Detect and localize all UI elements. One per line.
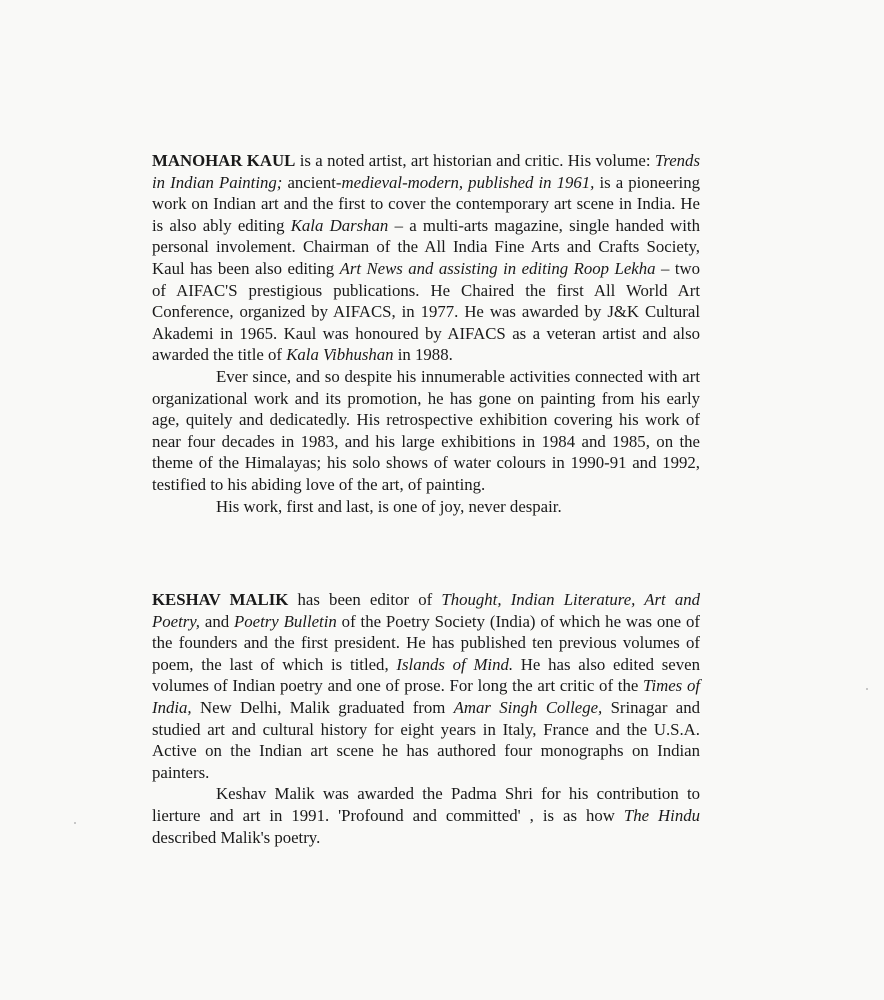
italic-title: Islands of Mind. [396, 654, 514, 674]
text-run: New Delhi, Malik graduated from [191, 697, 454, 717]
italic-title: Thought, Indian Literature, Art and Poetry, [152, 590, 700, 631]
bio-name: KESHAV MALIK [152, 590, 289, 609]
text-run: Srinagar and studied art and cultural history for eight years in Italy, France and the U.S.A. Active on the Indian art scene he has authored four monographs on Indian painters. [152, 697, 700, 782]
malik-paragraph-2 [152, 783, 700, 848]
text-run: of the Poetry Society (India) of which he was one of the founders and the first president. He has published ten previous volumes of poem, the last of which is titled, [152, 611, 700, 674]
text-run: has been editor of [288, 590, 442, 609]
text-run: is a pioneering work on Indian art and the first to cover the contemporary art scene in India. He is also ably editing [152, 172, 700, 235]
text-run: and [200, 611, 235, 631]
text-run: – a multi-arts magazine, single handed with personal involement. Chairman of the All India Fine Arts and Crafts Society, Kaul has been also editing [152, 215, 700, 278]
biography-manohar-kaul [152, 150, 700, 517]
text-run: Keshav Malik was awarded the Padma Shri for his contribution to lierture and art in 1991. 'Profound and committed' , is as how [152, 784, 700, 825]
italic-title: Kala Darshan [290, 215, 389, 235]
italic-title: Kala Vibhushan [286, 345, 394, 365]
kaul-paragraph-1 [152, 150, 700, 366]
italic-title: medieval-modern, published in 1961, [341, 172, 595, 192]
text-run: described Malik's poetry. [152, 827, 321, 847]
italic-title: Art News and assisting in editing Roop Lekha [339, 258, 656, 278]
kaul-paragraph-2 [152, 366, 700, 496]
text-run: His work, first and last, is one of joy, never despair. [216, 496, 562, 516]
malik-paragraph-1 [152, 589, 700, 783]
text-run: ancient- [282, 172, 342, 192]
bio-name: MANOHAR KAUL [152, 151, 296, 170]
italic-title: Times of India, [152, 676, 700, 717]
text-run: He has also edited seven volumes of Indian poetry and one of prose. For long the art critic of the [152, 654, 700, 696]
text-run: Ever since, and so despite his innumerable activities connected with art organizational work and its promotion, he has gone on painting from his early age, quitely and dedicatedly. His retrospective exhibition covering his work of near four decades in 1983, and his large exhibitions in 1984 and 1985, on the theme of the Himalayas; his solo shows of water colours in 1990-91 and 1992, testified to his abiding love of the art, of painting. [152, 366, 700, 494]
scan-speck [866, 688, 868, 690]
text-run: in 1988. [393, 345, 453, 365]
italic-title: Amar Singh College, [453, 697, 603, 717]
italic-title: Poetry Bulletin [234, 611, 337, 631]
italic-title: Trends in Indian Painting; [152, 151, 700, 192]
kaul-paragraph-3 [152, 496, 700, 518]
biography-keshav-malik [152, 589, 700, 848]
italic-title: The Hindu [623, 805, 700, 825]
scan-speck [74, 822, 76, 824]
text-run: – two of AIFAC'S prestigious publications. He Chaired the first All World Art Conference, organized by AIFACS, in 1977. He was awarded by J&K Cultural Akademi in 1965. Kaul was honoured by AIFACS as a veteran artist and also awarded the title of [152, 258, 700, 365]
text-run: is a noted artist, art historian and critic. His volume: [295, 151, 655, 170]
